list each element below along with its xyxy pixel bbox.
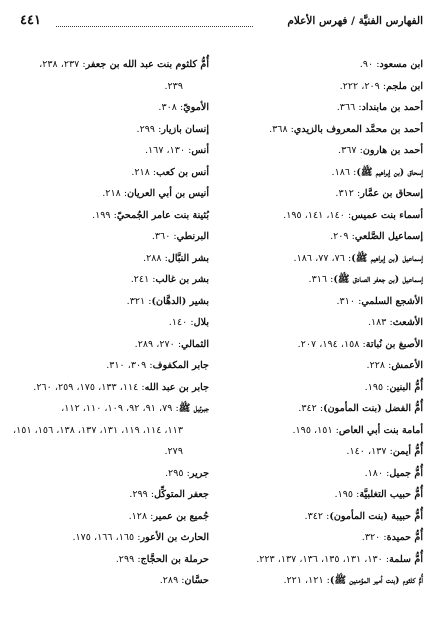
entry-name: أُمُّ حبيبة (بنت المأمون): [329, 510, 423, 522]
index-entry: [9, 484, 209, 506]
entry-name: أنس: [191, 145, 209, 156]
entry-pages: : ٢٠٩.: [330, 231, 355, 242]
entry-name: إسماعيل (بن إبراهيم ﷺ): [351, 252, 423, 264]
entry-pages: : ٢٨٩.: [159, 575, 185, 586]
entry-pages: : ٢٩٩.: [129, 489, 155, 500]
entry-pages: : ١٢٨.: [128, 510, 154, 522]
index-entry: [208, 398, 423, 420]
entry-pages: : ٧٩، ٩١، ٩٢، ١٠٩، ١١٠، ١١٢،: [61, 403, 179, 414]
entry-pages: : ٧٦، ٧٧، ١٨٦.: [293, 252, 352, 264]
index-entry: [208, 97, 423, 119]
entry-name: أُمُّ سلمة: [389, 553, 423, 565]
entry-name: أنيس بن أبي العريان: [127, 188, 209, 199]
entry-name: جرير: [189, 467, 209, 479]
entry-pages: : ٣١٦.: [308, 274, 334, 285]
index-entry: [208, 463, 423, 485]
entry-pages: : ٢١٨.: [102, 188, 128, 199]
entry-name: الأصبغ بن نُباتة: [365, 338, 423, 350]
index-entry: [208, 205, 423, 227]
index-entry: [9, 570, 209, 592]
entry-name: الأشعث: [392, 317, 423, 328]
entry-pages: : ٢٤١.: [130, 274, 156, 285]
page-number: ٤٤١: [20, 13, 41, 28]
entry-name: جابر بن عبد الله: [144, 381, 209, 393]
entry-name: أُمُّ حبيب التغلبيَّة: [359, 489, 423, 500]
index-entry: [9, 226, 209, 248]
index-entry: [208, 527, 423, 549]
index-entry: [208, 377, 423, 399]
entry-name: أُمُّ أيمن: [392, 446, 423, 457]
entry-pages: : ١٣٠، ١٣١، ١٣٥، ١٣٦، ١٣٧، ٢٢٣.: [256, 553, 390, 565]
entry-pages: : ١٢١، ٢٢١.: [283, 575, 330, 586]
index-entry: [208, 76, 423, 98]
index-entry: [208, 420, 423, 442]
entry-name: إسماعيل (بن جعفر الصادق ﷺ): [333, 274, 423, 285]
index-entry: [9, 54, 209, 97]
entry-name: جابر المكفوف: [152, 360, 209, 371]
entry-pages: : ٩٠.: [359, 59, 380, 70]
entry-pages-continued: ٢٧٩.: [164, 446, 183, 457]
header-dotted-leader: [56, 26, 253, 27]
entry-pages: : ٢٣٧، ٢٣٨،: [39, 59, 86, 70]
entry-pages: : ٣٢١.: [126, 295, 152, 307]
index-entry: [208, 119, 423, 141]
entry-pages: : ١٥٨، ١٩٤، ٢٠٧.: [297, 338, 366, 350]
entry-pages: : ٣٦٨.: [269, 123, 294, 135]
index-entry: [9, 119, 209, 141]
entry-pages: : ٣٠٩، ٣١٠.: [106, 360, 153, 371]
entry-name: أسماء بنت عميس: [351, 209, 423, 221]
index-entry: [208, 269, 423, 291]
entry-name: حرملة بن الحجَّاج: [140, 553, 209, 565]
entry-pages-continued: ١١٣، ١١٤، ١١٩، ١٣١، ١٣٧، ١٣٨، ١٥٦، ١٥١،: [13, 424, 183, 436]
index-entry: [9, 162, 209, 184]
index-entry: [9, 398, 209, 463]
index-entry: [9, 269, 209, 291]
entry-pages: : ١٩٥.: [364, 381, 390, 393]
entry-name: ابن ملجم: [386, 80, 423, 92]
entry-name: أحمد بن هارون: [362, 145, 423, 156]
index-entry: [208, 183, 423, 205]
entry-pages: : ١٥١، ١٩٥.: [292, 424, 339, 436]
entry-name: جبرئيل ﷺ: [178, 403, 209, 414]
index-entry: [208, 570, 423, 592]
entry-name: جعفر المتوكِّل: [154, 489, 209, 500]
entry-pages: : ١٨٣.: [367, 317, 393, 328]
entry-pages: : ١٩٥.: [334, 489, 360, 500]
index-column-left: [9, 54, 209, 592]
index-entry: [9, 291, 209, 313]
index-entry: [208, 484, 423, 506]
entry-name: أُمُّ جميل: [389, 467, 423, 479]
entry-pages: : ١٦٥، ١٦٦، ١٧٥.: [72, 532, 141, 543]
entry-name: أُمُّ حميدة: [386, 532, 423, 543]
entry-name: بشير (الدهَّان): [151, 295, 209, 307]
entry-pages: : ٣١٢.: [335, 188, 361, 199]
entry-pages: : ٣٤٢.: [298, 403, 324, 414]
running-header-title: الفهارس الفنيَّة / فهرس الأعلام: [284, 15, 423, 27]
entry-name: أمامة بنت أبي العاص: [338, 424, 423, 436]
entry-name: أُمُّ كلثوم بنت عبد الله بن جعفر: [85, 59, 209, 70]
entry-name: أُمُّ البنين: [389, 381, 423, 393]
entry-pages: : ٢٧٠، ٢٨٩.: [134, 338, 182, 350]
index-entry: [208, 506, 423, 528]
entry-name: الأعمش: [391, 360, 423, 371]
entry-name: جُميع بن عمير: [153, 510, 209, 522]
entry-name: أحمد بن محمَّد المعروف بالزيدي: [293, 123, 423, 135]
index-entry: [9, 527, 209, 549]
entry-pages: : ١٨٠.: [364, 467, 390, 479]
index-entry: [208, 441, 423, 463]
entry-pages: : ١٣٧، ١٤٠.: [346, 446, 393, 457]
entry-pages-continued: ٢٣٩.: [164, 80, 183, 92]
entry-name: أُمُّ كلثوم (بنت أمير المؤمنين ﷺ): [329, 575, 423, 586]
index-entry: [9, 97, 209, 119]
entry-name: بشر بن غالب: [155, 274, 209, 285]
entry-pages: : ٣٠٨.: [158, 102, 184, 113]
entry-pages: : ٢٩٩.: [115, 553, 141, 565]
entry-pages: : ٣٦٦.: [336, 102, 362, 113]
index-entry: [9, 549, 209, 571]
index-entry: [9, 506, 209, 528]
entry-name: الأمويّ: [183, 102, 209, 113]
entry-name: إسماعيل الصَّلعي: [354, 231, 423, 242]
entry-pages: : ١٩٩.: [92, 209, 117, 221]
index-entry: [208, 312, 423, 334]
entry-pages: : ١١٤، ١٣٣، ١٧٥، ٢٥٩، ٢٦٠.: [33, 381, 145, 393]
entry-pages: : ٣٦٠.: [151, 231, 177, 242]
index-entry: [208, 291, 423, 313]
entry-name: الحارث بن الأعور: [140, 532, 209, 543]
index-entry: [208, 355, 423, 377]
index-entry: [208, 226, 423, 248]
index-entry: [9, 377, 209, 399]
entry-pages: : ٣٢٠.: [361, 532, 387, 543]
entry-pages: : ٢١٨.: [131, 166, 157, 178]
entry-pages: : ٢٨٨.: [143, 252, 168, 264]
entry-name: ابن مسعود: [379, 59, 423, 70]
index-entry: [208, 54, 423, 76]
index-entry: [9, 183, 209, 205]
entry-pages: : ١٤٠.: [168, 317, 194, 328]
entry-pages: : ١٨٦.: [331, 166, 357, 178]
index-entry: [208, 162, 423, 184]
entry-pages: : ٣٦٧.: [338, 145, 363, 156]
index-entry: [9, 355, 209, 377]
entry-name: الثمالي: [181, 338, 209, 350]
index-entry: [9, 463, 209, 485]
entry-pages: : ١٤٠، ١٤١، ١٩٥.: [283, 209, 352, 221]
index-entry: [9, 140, 209, 162]
index-entry: [208, 549, 423, 571]
entry-name: الأشجع السلمي: [361, 295, 423, 307]
entry-pages: : ١٣٠، ١٦٧.: [144, 145, 192, 156]
entry-name: إسحاق بن عمَّار: [360, 188, 423, 199]
index-entry: [208, 334, 423, 356]
entry-pages: : ٣١٠.: [336, 295, 362, 307]
entry-name: إسحاق (بن إبراهيم ﷺ): [356, 166, 423, 178]
entry-pages: : ٣٤٢.: [304, 510, 330, 522]
entry-name: بُثينة بنت عامر الجُمحيّ: [116, 209, 209, 221]
entry-name: بشر النبَّال: [167, 252, 209, 264]
index-entry: [9, 312, 209, 334]
entry-name: أنس بن كعب: [156, 166, 209, 178]
entry-pages: : ٢٠٩، ٢٢٢.: [339, 80, 387, 92]
index-column-right: [208, 54, 423, 592]
entry-pages: : ٢٩٩.: [136, 123, 162, 135]
entry-name: البرنطي: [176, 231, 209, 242]
index-entry: [9, 248, 209, 270]
entry-name: إنسان بازيار: [161, 123, 209, 135]
entry-name: أُمُّ الفضل (بنت المأمون): [323, 403, 423, 414]
index-entry: [9, 334, 209, 356]
entry-pages: : ٢٩٥.: [164, 467, 190, 479]
entry-name: أحمد بن مابنداد: [361, 102, 423, 113]
entry-name: بلال: [193, 317, 209, 328]
running-header: [20, 12, 423, 36]
index-entry: [9, 205, 209, 227]
entry-name: حسَّان: [184, 575, 209, 586]
index-entry: [208, 248, 423, 270]
entry-pages: : ٢٢٨.: [366, 360, 392, 371]
index-entry: [208, 140, 423, 162]
